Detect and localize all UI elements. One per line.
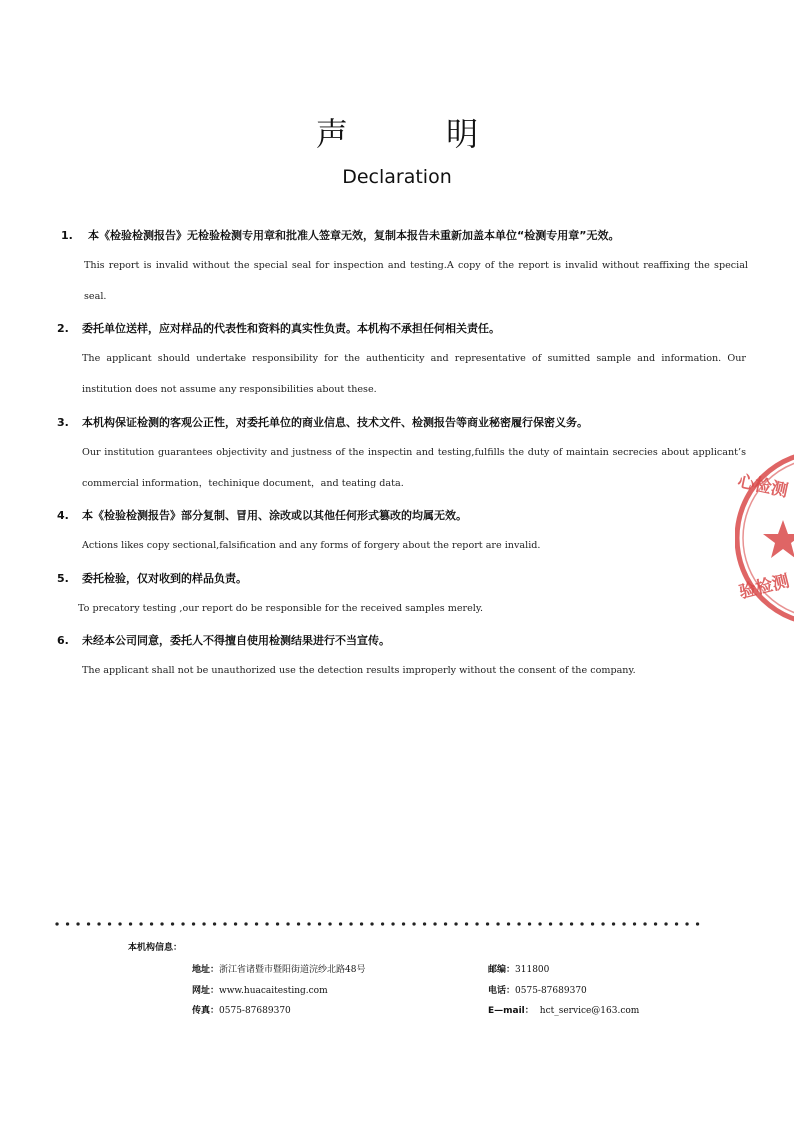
item-english-text: To precatory testing ,our report do be responsible for the received samples merely. (78, 603, 484, 614)
item-number: 1. (61, 229, 73, 242)
postcode-value: 311800 (515, 965, 550, 975)
page-title: 声 明 (315, 115, 523, 153)
website-value: www.huacaitesting.com (219, 986, 328, 996)
footer-postcode (488, 962, 549, 975)
footer-website (192, 983, 328, 996)
email-value: hct_service@163.com (539, 1006, 640, 1016)
footer-email (488, 1003, 639, 1016)
address-value: 浙江省诸暨市暨阳街道浣纱北路48号 (219, 965, 366, 975)
svg-text:验检测: 验检测 (737, 571, 792, 604)
footer-divider (55, 918, 707, 930)
address-label: 地址： (192, 965, 220, 975)
svg-text:心检测: 心检测 (735, 471, 790, 502)
postcode-label: 邮编： (488, 965, 516, 975)
item-chinese-text: 未经本公司同意，委托人不得擅自使用检测结果进行不当宣传。 (82, 634, 390, 647)
fax-label: 传真： (192, 1006, 220, 1016)
item-chinese-text: 委托单位送样，应对样品的代表性和资料的真实性负责。本机构不承担任何相关责任。 (82, 322, 500, 335)
item-number: 3. (57, 416, 69, 429)
item-english-text: Our institution guarantees objectivity and justness of the inspectin and testing,fulfills the duty of maintain secrecies about applicant’s commercial information，techinique document，and teating data. (82, 447, 746, 489)
item-number: 4. (57, 509, 69, 522)
fax-value: 0575-87689370 (219, 1006, 291, 1016)
item-number: 5. (57, 572, 69, 585)
inspection-stamp (735, 448, 794, 628)
phone-value: 0575-87689370 (515, 986, 587, 996)
footer-heading: 本机构信息： (128, 943, 183, 953)
item-english-text: The applicant shall not be unauthorized use the detection results improperly without the consent of the company. (82, 665, 636, 676)
item-english-text: Actions likes copy sectional,falsification and any forms of forgery about the report are invalid. (82, 540, 541, 551)
footer-address (192, 962, 365, 975)
footer-phone (488, 983, 587, 996)
item-chinese-text: 本《检验检测报告》部分复制、冒用、涂改或以其他任何形式篡改的均属无效。 (82, 509, 467, 522)
item-english-text: The applicant should undertake responsibility for the authenticity and representative of sumitted sample and information. Our institution does not assume any responsibilities about these. (82, 353, 746, 395)
item-chinese-text: 本机构保证检测的客观公正性，对委托单位的商业信息、技术文件、检测报告等商业秘密履行保密义务。 (82, 416, 588, 429)
item-chinese-text: 本《检验检测报告》无检验检测专用章和批准人签章无效，复制本报告未重新加盖本单位“检测专用章”无效。 (88, 229, 620, 242)
phone-label: 电话： (488, 986, 516, 996)
item-english-text: This report is invalid without the special seal for inspection and testing.A copy of the report is invalid without reaffixing the special seal. (84, 260, 748, 302)
item-number: 2. (57, 322, 69, 335)
item-chinese-text: 委托检验，仅对收到的样品负责。 (82, 572, 247, 585)
item-number: 6. (57, 634, 69, 647)
email-label: E—mail： (488, 1006, 534, 1016)
page-subtitle: Declaration (342, 166, 452, 188)
website-label: 网址： (192, 986, 220, 996)
footer-fax (192, 1003, 291, 1016)
